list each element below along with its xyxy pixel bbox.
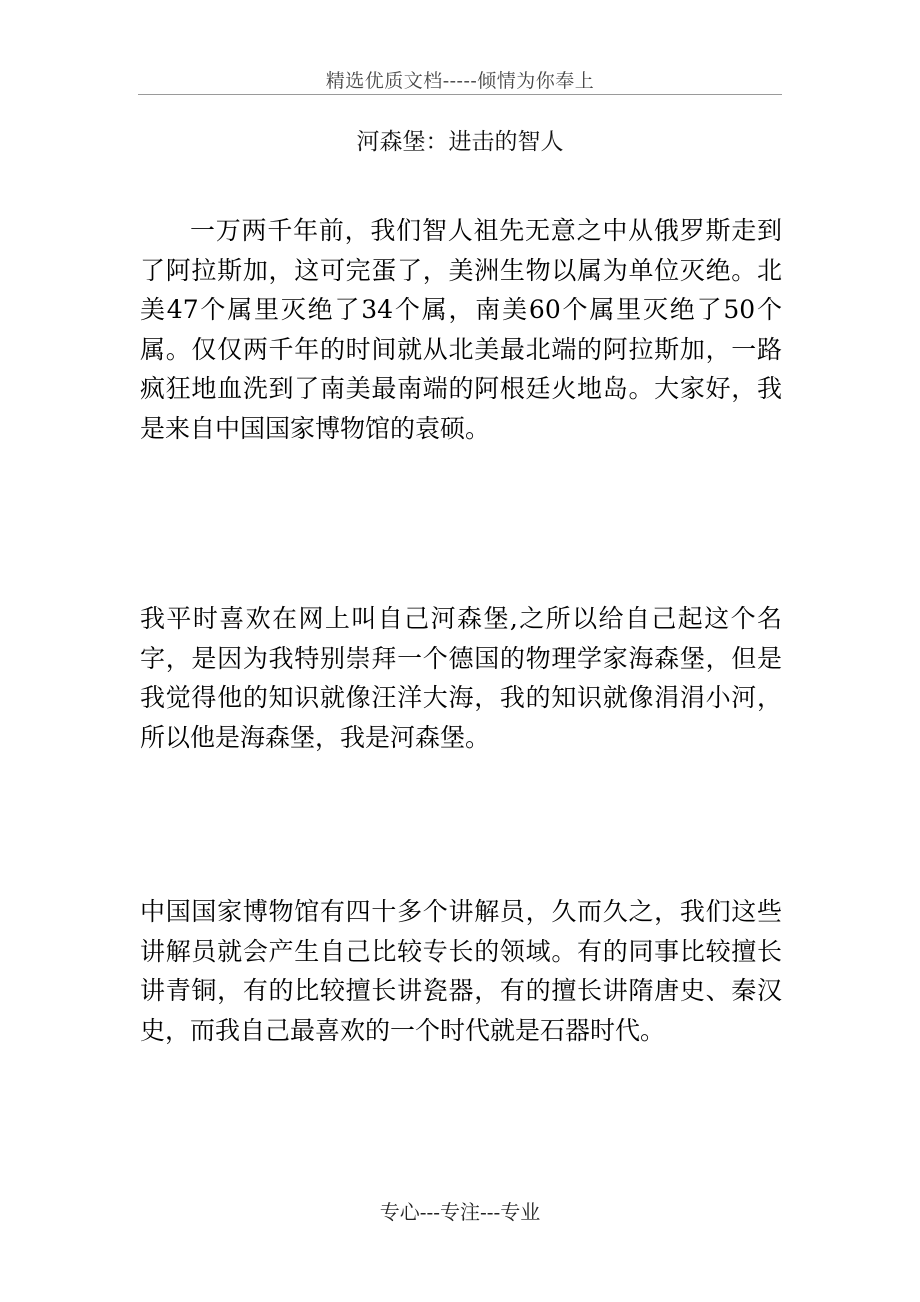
paragraph-2: 我平时喜欢在网上叫自己河森堡,之所以给自己起这个名字，是因为我特别崇拜一个德国的物理学家海森堡，但是我觉得他的知识就像汪洋大海，我的知识就像涓涓小河，所以他是海森堡，我是河森堡。: [140, 604, 782, 752]
page-header: 精选优质文档-----倾情为你奉上: [325, 70, 595, 92]
page-footer: 专心---专注---专业: [379, 1200, 541, 1224]
paragraph-3: 中国国家博物馆有四十多个讲解员，久而久之，我们这些讲解员就会产生自己比较专长的领域。有的同事比较擅长讲青铜，有的比较擅长讲瓷器，有的擅长讲隋唐史、秦汉史，而我自己最喜欢的一个时代就是石器时代。: [140, 897, 782, 1045]
document-title: 河森堡：进击的智人: [356, 129, 564, 155]
header-divider: [138, 94, 782, 95]
paragraph-1: 一万两千年前，我们智人祖先无意之中从俄罗斯走到了阿拉斯加，这可完蛋了，美洲生物以属为单位灭绝。北美47个属里灭绝了34个属，南美60个属里灭绝了50个属。仅仅两千年的时间就从北美最北端的阿拉斯加，一路疯狂地血洗到了南美最南端的阿根廷火地岛。大家好，我是来自中国国家博物馆的袁硕。: [140, 216, 782, 443]
